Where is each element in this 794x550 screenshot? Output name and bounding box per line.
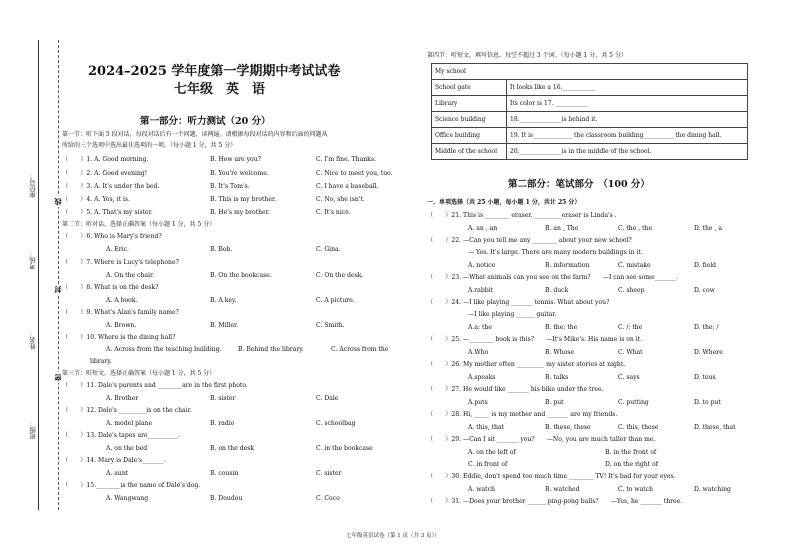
- table-header: My school: [432, 64, 748, 80]
- question-stem: （ ）5. A. That's my sister.: [62, 209, 153, 216]
- question-stem-2: —I like playing ______ guitar.: [468, 311, 557, 318]
- question-stem: （ ）12. Dale's _________is on the chair.: [62, 407, 192, 414]
- question-stem: （ ）8. What is on the desk?: [62, 284, 159, 291]
- seat-number-label: 座位号：: [29, 172, 37, 198]
- question-stem: （ ）4. A. Yes, it is.: [62, 196, 130, 203]
- option-c: C. No, she isn't.: [316, 196, 365, 203]
- option-b: B. put: [545, 399, 564, 406]
- table-cell-text[interactable]: 18.______________is behind it.: [507, 112, 748, 128]
- option-a: A. A book.: [106, 297, 138, 304]
- option-c: C. the , the: [618, 225, 653, 232]
- option-c: C. this, these: [618, 424, 659, 431]
- question-stem: （ ）14. Mary is Dale's_______.: [62, 457, 166, 464]
- option-c: C. Coco: [316, 495, 340, 502]
- option-c: C. Nice to meet you, too.: [316, 170, 393, 177]
- table-cell-text[interactable]: 19. It is_____________ the classroom building__________ the dining hall.: [507, 128, 748, 144]
- part1-sec1-intro-line1: 第一节：听下面 5 段对话，每段对话后有一个问题，读两遍。请根据每段对话的内容和后面的问题从: [62, 131, 328, 138]
- option-d: D. on the right of: [605, 461, 658, 468]
- option-d: D. cow: [694, 287, 715, 294]
- question-stem: （ ）27. He would like _______ his bike under the tree.: [427, 386, 604, 393]
- question-stem: （ ）7. Where is Lucy's telephone?: [62, 259, 179, 266]
- option-c: C. in the bookcase: [316, 445, 373, 452]
- option-d: D. field: [694, 262, 717, 269]
- option-a: A. Across from the teaching building.: [106, 346, 222, 353]
- option-a: A. aunt: [106, 470, 129, 477]
- question-stem: （ ）10. Where is the dining hall?: [62, 334, 176, 341]
- option-b: B. Doudou: [210, 495, 243, 502]
- question-stem-2: — Yes. It's large. There are many modern buildings in it.: [468, 249, 643, 256]
- question-stem: （ ）15.________is the name of Dale's dog.: [62, 482, 201, 489]
- option-b: B. the; the: [545, 324, 578, 331]
- option-c: C. Dale: [316, 395, 339, 402]
- option-d: D. the; /: [694, 324, 719, 331]
- table-row: [432, 112, 748, 128]
- option-c: C. Smith.: [316, 322, 345, 329]
- question-stem: （ ）30. Eddie, don't spend too much time ________ TV! It's bad for your eyes.: [427, 473, 676, 480]
- option-b: B. an , The: [545, 225, 579, 232]
- table-cell-place: Office building: [432, 128, 507, 144]
- option-b: B. talks: [545, 374, 569, 381]
- table-row: [432, 144, 748, 160]
- question-stem: （ ）11. Dale's parents and ________are in the first photo.: [62, 382, 248, 389]
- question-stem: （ ）6. Who is Mary's friend?: [62, 233, 162, 240]
- option-b: B. It's Tom's.: [210, 183, 250, 190]
- option-b: B. Bob.: [210, 246, 233, 253]
- option-a: A.rabbit: [468, 287, 494, 294]
- table-cell-text[interactable]: Its color is 17. ___________: [507, 96, 748, 112]
- table-row: [432, 128, 748, 144]
- table-row: [432, 80, 748, 96]
- question-stem: （ ）25. —________ book is this? —It's Mike's. His name is on it.: [427, 336, 643, 343]
- option-a: A. on the left of: [468, 449, 516, 456]
- option-c: C. sister: [316, 470, 342, 477]
- question-stem: （ ）28. Hi, _____ is my mother and _______ are my friends.: [427, 411, 618, 418]
- question-stem: （ ）1. A. Good morning.: [62, 156, 149, 163]
- part1-title: 第一部分：听力测试（20 分）: [140, 116, 271, 127]
- binding-dash-line: [58, 40, 59, 510]
- table-cell-place: Library: [432, 96, 507, 112]
- option-d: D. these, that: [694, 424, 736, 431]
- option-b: B. You're welcome.: [210, 170, 269, 177]
- school-info-table: [431, 63, 748, 160]
- part1-sec4-intro: 第四节：听短文，填写信息，每空不超过 3 个词。（每小题 1 分，共 5 分）: [427, 52, 627, 59]
- exam-room-label: 考场：: [29, 250, 37, 270]
- option-a: A. this, that: [468, 424, 505, 431]
- option-b: B. watched: [545, 486, 580, 493]
- question-stem: （ ）2. A. Good evening!: [62, 170, 148, 177]
- option-b: B. radio: [210, 420, 235, 427]
- option-c: C. A picture.: [316, 297, 355, 304]
- table-row: [432, 96, 748, 112]
- table-cell-place: School gate: [432, 80, 507, 96]
- option-c: C. putting: [618, 399, 649, 406]
- option-b: B. these, these: [545, 424, 591, 431]
- option-a: A. Eric.: [106, 246, 129, 253]
- question-stem: （ ）23. —What animals can you see on the farm? —I can see some_______.: [427, 274, 678, 281]
- option-c: C. schoolbag: [316, 420, 356, 427]
- question-stem: （ ）9. What's Alan's family name?: [62, 309, 179, 316]
- option-b: B. cousin: [210, 470, 239, 477]
- exam-subtitle: 七年级 英 语: [174, 82, 266, 97]
- option-b: B. Miller.: [210, 322, 239, 329]
- option-b: B. sister: [210, 395, 236, 402]
- option-c: C. It's nice.: [316, 209, 351, 216]
- option-a: A.Who: [468, 349, 489, 356]
- option-a: A. Wangwang: [106, 495, 149, 502]
- option-c: C. /; the: [618, 324, 643, 331]
- option-c: C. Across from the: [331, 346, 389, 353]
- option-d: D. watching: [694, 486, 731, 493]
- binding-word-feng: 封: [53, 286, 62, 293]
- option-a: A. watch: [468, 486, 495, 493]
- page-footer: 七年级英语试卷（第 1 页（共 3 页））: [346, 533, 440, 539]
- option-c: C. in front of: [468, 461, 508, 468]
- option-a: A.speaks: [468, 374, 496, 381]
- binding-line: [38, 40, 39, 510]
- option-b: B. duck: [545, 287, 569, 294]
- table-cell-place: Middle of the school: [432, 144, 507, 160]
- part1-sec3-intro: 第三节：听短文，选择正确答案（每小题 1 分，共 5 分）: [62, 370, 216, 377]
- option-b: B. How are you?: [210, 156, 261, 163]
- option-c: C. What: [618, 349, 643, 356]
- option-b: B. on the desk: [210, 445, 255, 452]
- part2-sec1-intro: 一、单项选择（共 25 小题，每小题 1 分，共计 25 分）: [427, 199, 581, 206]
- question-stem: （ ）26. My mother often _________ my sister stories at night.: [427, 361, 626, 368]
- option-a: A.a; the: [468, 324, 492, 331]
- option-a: A.puts: [468, 399, 488, 406]
- table-cell-place: Science building: [432, 112, 507, 128]
- name-label: 姓名：: [29, 330, 37, 350]
- table-cell-text[interactable]: It looks like a 16.___________: [507, 80, 748, 96]
- option-a: A. Brown.: [106, 322, 137, 329]
- question-stem: （ ）21. This is ________ eraser. _________eraser is Linda's .: [427, 212, 617, 219]
- class-label: 班级：: [29, 420, 37, 440]
- option-b: B. information: [545, 262, 590, 269]
- option-b: B. in the front of: [605, 449, 657, 456]
- option-b: B. Whose: [545, 349, 574, 356]
- question-stem: （ ）3. A. It's under the bed.: [62, 183, 160, 190]
- option-c: C. I'm fine. Thanks.: [316, 156, 376, 163]
- option-c: C. On the desk.: [316, 272, 364, 279]
- binding-word-xian: 线: [53, 198, 62, 205]
- binding-word-mi: 密: [53, 374, 62, 381]
- question-stem: （ ）31. —Does your brother ______ ping-pong balls? —Yes, he _______ three.: [427, 498, 683, 505]
- option-d: D. Where: [694, 349, 723, 356]
- option-a: A. On the chair.: [106, 272, 155, 279]
- option-a: A. on the bed: [106, 445, 148, 452]
- option-d: D. teus: [694, 374, 716, 381]
- exam-title: 2024–2025 学年度第一学期期中考试试卷: [88, 64, 341, 79]
- question-stem: （ ）29. —Can I sit _______ you? —No, you are much taller than me.: [427, 436, 656, 443]
- option-b: B. He's my brother.: [210, 209, 270, 216]
- question-stem: （ ）22. —Can you tell me any ________ about your new school?: [427, 237, 632, 244]
- question-stem: （ ）24. —I like playing _______ tennis. What about you?: [427, 299, 610, 306]
- part2-title: 第二部分：笔试部分 （100 分）: [508, 179, 650, 190]
- option-b: B. This is my brother.: [210, 196, 277, 203]
- option-a: A. model plane: [106, 420, 153, 427]
- option-c-continued: library.: [90, 358, 112, 365]
- part1-sec2-intro: 第二节：听对话，选择正确答案（每小题 1 分，共 5 分）: [62, 221, 216, 228]
- option-b: B. Behind the library.: [238, 346, 304, 353]
- question-stem: （ ）13. Dale's tapes are__________.: [62, 432, 181, 439]
- option-c: C. Gina.: [316, 246, 341, 253]
- option-c: C. sheep: [618, 287, 645, 294]
- part1-sec1-intro-line2: 所给的三个选项中选出最佳选项的一项。（每小题 1 分，共 5 分）: [62, 142, 237, 149]
- option-c: C. I have a baseball.: [316, 183, 379, 190]
- option-c: C. to watch: [618, 486, 654, 493]
- option-c: C. says: [618, 374, 640, 381]
- option-d: D. the , a: [694, 225, 722, 232]
- option-c: C. mistake: [618, 262, 651, 269]
- option-a: A. an , an: [468, 225, 498, 232]
- option-b: B. A key.: [210, 297, 237, 304]
- option-b: B. On the bookcase.: [210, 272, 272, 279]
- option-d: D. to put: [694, 399, 721, 406]
- table-cell-text[interactable]: 20.______________is in the middle of the school.: [507, 144, 748, 160]
- option-a: A. Brother: [106, 395, 139, 402]
- option-a: A. notice: [468, 262, 496, 269]
